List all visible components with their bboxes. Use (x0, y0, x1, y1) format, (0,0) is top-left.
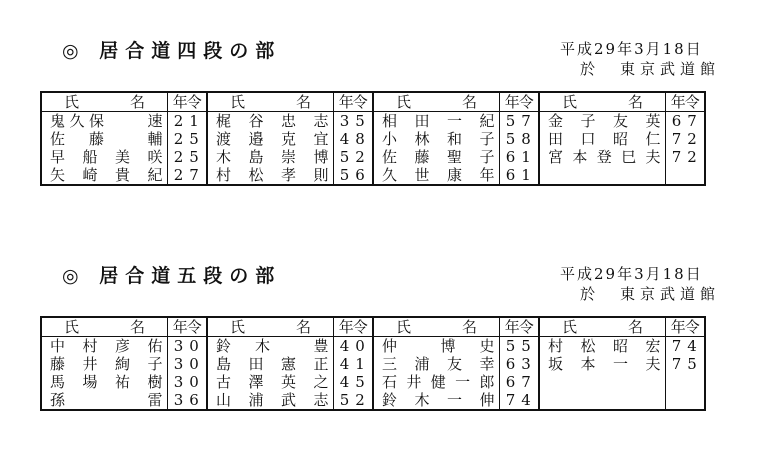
name-header-b: 名 (130, 93, 146, 111)
competitor-age: 58 (499, 130, 539, 148)
competitor-name: 小林和子 (382, 130, 495, 148)
section-title: ◎ 居合道五段の部 (62, 265, 282, 287)
name-header-b: 名 (296, 93, 312, 111)
event-venue: 於 東京武道館 (580, 60, 721, 78)
competitor-age: 61 (499, 148, 539, 166)
table-row (41, 373, 705, 391)
event-date: 平成29年3月18日 (560, 265, 703, 283)
competitor-age: 35 (333, 112, 373, 131)
competitor-age: 74 (665, 337, 705, 356)
competitor-age: 67 (665, 112, 705, 131)
competitor-age: 41 (333, 355, 373, 373)
competitor-age (665, 391, 705, 410)
competitor-age: 61 (499, 166, 539, 185)
competitor-age: 30 (167, 373, 207, 391)
competitor-name: 三浦友幸 (382, 355, 495, 373)
competitor-age: 30 (167, 355, 207, 373)
competitor-name (539, 166, 665, 185)
competitor-name: 木島崇博 (216, 148, 329, 166)
competitor-name: 鈴木一伸 (382, 391, 495, 409)
competitor-name: 相田一紀 (382, 112, 495, 130)
name-column-header (539, 317, 665, 337)
competitor-age: 72 (665, 148, 705, 166)
name-header-b: 名 (462, 318, 478, 336)
competitor-age: 75 (665, 355, 705, 373)
competitor-age: 27 (167, 166, 207, 185)
age-column-header: 年令 (333, 92, 373, 112)
results-table (40, 316, 706, 411)
competitor-name: 渡邉克宜 (216, 130, 329, 148)
competitor-age: 74 (499, 391, 539, 410)
section-title: ◎ 居合道四段の部 (62, 40, 282, 62)
table-row (41, 148, 705, 166)
competitor-name (539, 373, 665, 391)
competitor-name: 孫 雷 (50, 391, 163, 409)
age-column-header: 年令 (167, 317, 207, 337)
age-column-header: 年令 (499, 317, 539, 337)
competitor-age: 55 (499, 337, 539, 356)
competitor-name: 久世康年 (382, 166, 495, 184)
name-column-header (207, 92, 333, 112)
competitor-age: 57 (499, 112, 539, 131)
age-column-header: 年令 (333, 317, 373, 337)
name-header-a: 氏 (64, 93, 80, 111)
name-header-b: 名 (130, 318, 146, 336)
competitor-name: 鈴 木 豊 (216, 337, 329, 355)
competitor-age: 25 (167, 130, 207, 148)
name-header-b: 名 (628, 318, 644, 336)
table-header-row (41, 92, 705, 112)
competitor-age: 45 (333, 373, 373, 391)
competitor-name: 古澤英之 (216, 373, 329, 391)
competitor-age: 30 (167, 337, 207, 356)
competitor-age: 52 (333, 391, 373, 410)
competitor-age (665, 166, 705, 185)
age-column-header: 年令 (499, 92, 539, 112)
competitor-name: 矢崎貴紀 (50, 166, 163, 184)
competitor-name (539, 391, 665, 410)
competitor-name: 金子友英 (548, 112, 661, 130)
competitor-name: 田口昭仁 (548, 130, 661, 148)
competitor-name: 馬場祐樹 (50, 373, 163, 391)
name-column-header (373, 92, 499, 112)
age-column-header: 年令 (665, 92, 705, 112)
name-header-a: 氏 (562, 93, 578, 111)
competitor-name: 石井健一郎 (382, 373, 495, 391)
results-table (40, 91, 706, 186)
name-header-b: 名 (628, 93, 644, 111)
competitor-name: 中村彦佑 (50, 337, 163, 355)
competitor-age (665, 373, 705, 391)
table-row (41, 130, 705, 148)
table-row (41, 337, 705, 356)
competitor-age: 67 (499, 373, 539, 391)
event-venue: 於 東京武道館 (580, 285, 721, 303)
competitor-age: 25 (167, 148, 207, 166)
competitor-name: 島田憲正 (216, 355, 329, 373)
competitor-name: 梶谷忠志 (216, 112, 329, 130)
competitor-name: 坂本一夫 (548, 355, 661, 373)
table-header-row (41, 317, 705, 337)
name-header-a: 氏 (230, 93, 246, 111)
name-header-b: 名 (462, 93, 478, 111)
table-row (41, 355, 705, 373)
competitor-name: 村松孝則 (216, 166, 329, 184)
name-header-a: 氏 (64, 318, 80, 336)
name-header-a: 氏 (562, 318, 578, 336)
table-row (41, 112, 705, 131)
competitor-age: 48 (333, 130, 373, 148)
competitor-name: 早船美咲 (50, 148, 163, 166)
competitor-name: 佐 藤 輔 (50, 130, 163, 148)
table-row (41, 166, 705, 185)
age-column-header: 年令 (167, 92, 207, 112)
competitor-name: 山浦武志 (216, 391, 329, 409)
competitor-name: 宮本登巳夫 (548, 148, 661, 166)
competitor-name: 佐藤聖子 (382, 148, 495, 166)
name-column-header (41, 317, 167, 337)
competitor-name: 藤井絢子 (50, 355, 163, 373)
competitor-age: 72 (665, 130, 705, 148)
competitor-age: 36 (167, 391, 207, 410)
name-header-a: 氏 (396, 93, 412, 111)
name-column-header (41, 92, 167, 112)
name-column-header (539, 92, 665, 112)
competitor-name: 仲 博 史 (382, 337, 495, 355)
competitor-age: 63 (499, 355, 539, 373)
competitor-name: 村松昭宏 (548, 337, 661, 355)
competitor-name: 鬼久保 速 (50, 112, 163, 130)
name-header-a: 氏 (230, 318, 246, 336)
name-header-a: 氏 (396, 318, 412, 336)
event-date: 平成29年3月18日 (560, 40, 703, 58)
age-column-header: 年令 (665, 317, 705, 337)
name-header-b: 名 (296, 318, 312, 336)
name-column-header (207, 317, 333, 337)
competitor-age: 56 (333, 166, 373, 185)
name-column-header (373, 317, 499, 337)
competitor-age: 21 (167, 112, 207, 131)
table-row (41, 391, 705, 410)
competitor-age: 52 (333, 148, 373, 166)
competitor-age: 40 (333, 337, 373, 356)
